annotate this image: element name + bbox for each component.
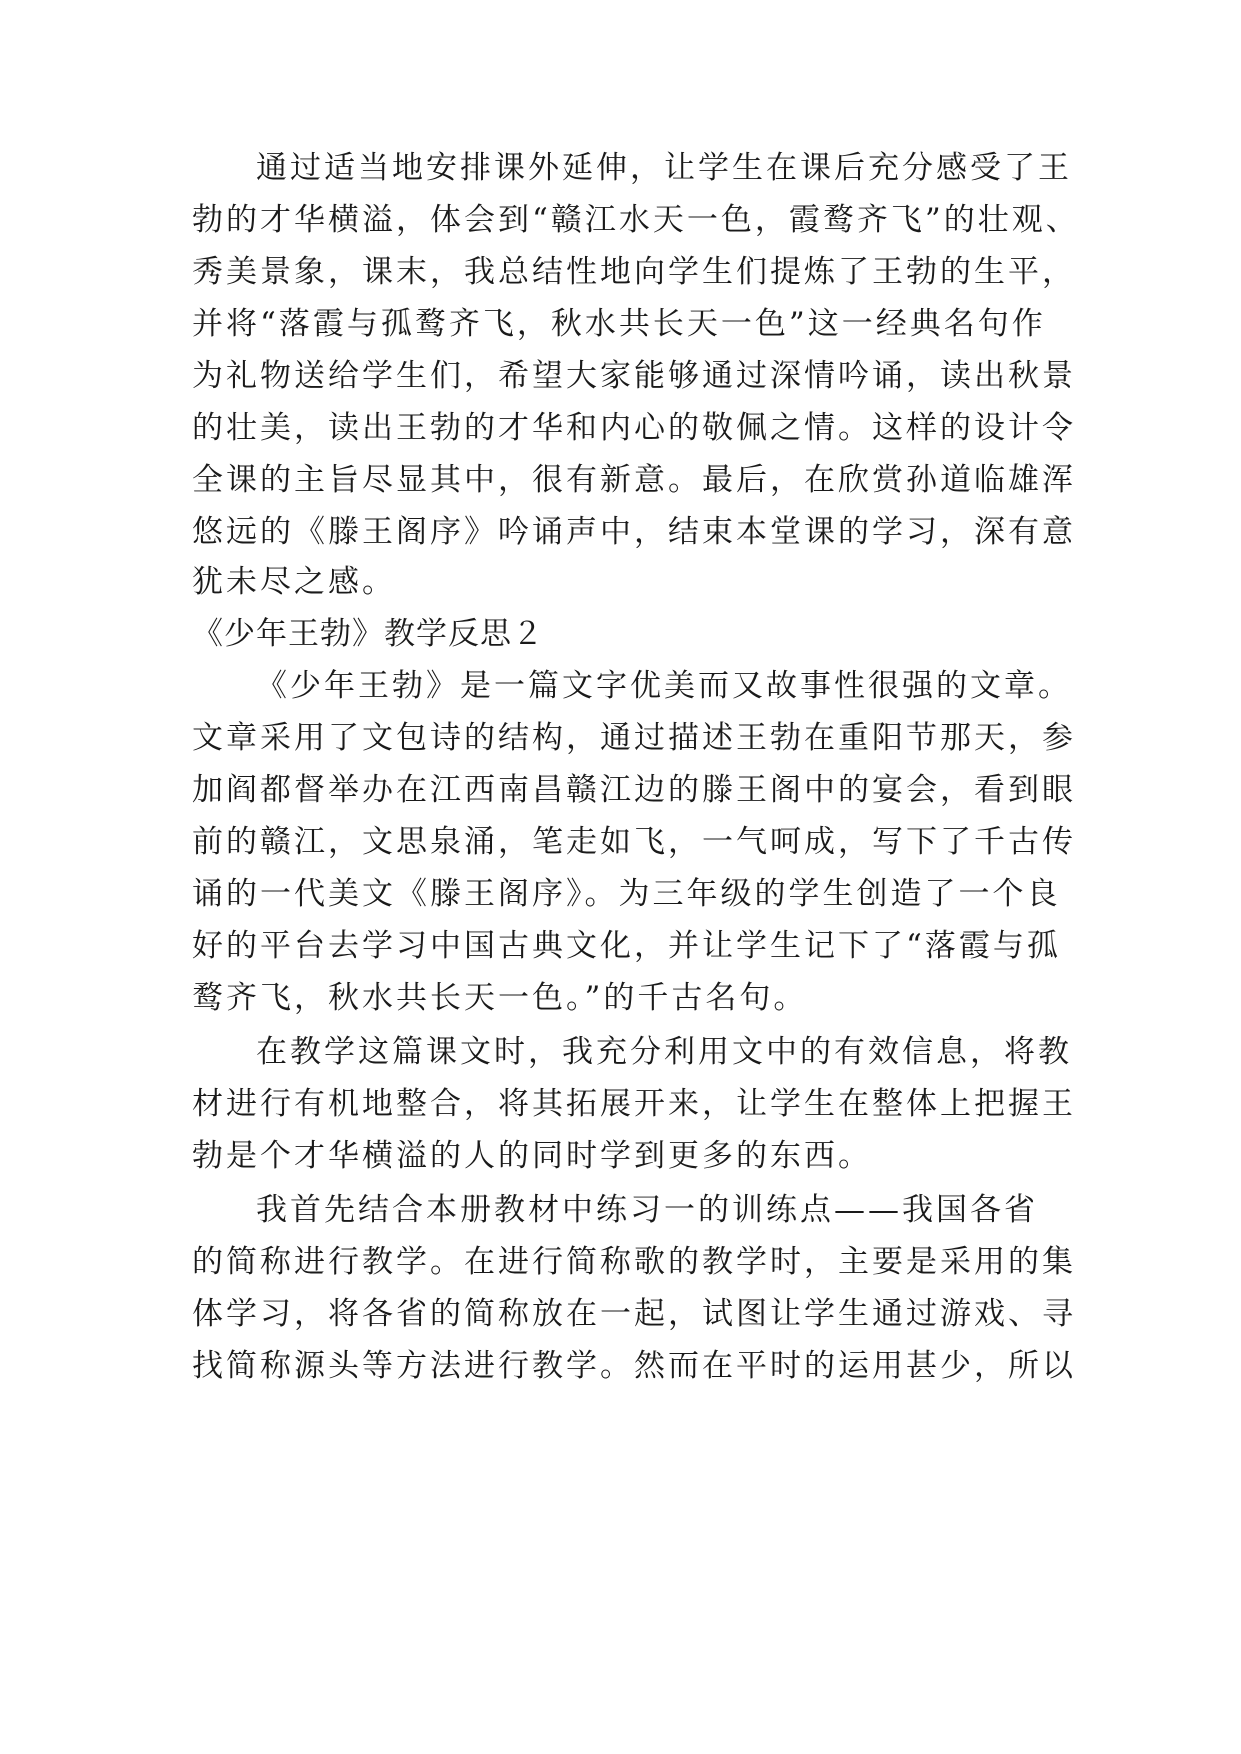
text-line: 悠远的《滕王阁序》吟诵声中，结束本堂课的学习，深有意 xyxy=(192,514,1076,550)
text-line: 的壮美，读出王勃的才华和内心的敬佩之情。这样的设计令 xyxy=(192,410,1076,446)
text-line: 前的赣江，文思泉涌，笔走如飞，一气呵成，写下了千古传 xyxy=(192,824,1076,860)
text-line: 找简称源头等方法进行教学。然而在平时的运用甚少，所以 xyxy=(192,1348,1076,1384)
text-line: 加阎都督举办在江西南昌赣江边的滕王阁中的宴会，看到眼 xyxy=(192,772,1076,808)
text-line: 勃的才华横溢，体会到“赣江水天一色，霞鹜齐飞”的壮观、 xyxy=(192,202,1080,238)
section-heading: 《少年王勃》教学反思２ xyxy=(192,616,544,652)
text-line: 鹜齐飞，秋水共长天一色。”的千古名句。 xyxy=(192,980,808,1016)
text-line: 秀美景象，课末，我总结性地向学生们提炼了王勃的生平， xyxy=(192,254,1076,290)
text-line: 勃是个才华横溢的人的同时学到更多的东西。 xyxy=(192,1138,872,1174)
text-line: 在教学这篇课文时，我充分利用文中的有效信息，将教 xyxy=(256,1034,1072,1070)
text-line: 犹未尽之感。 xyxy=(192,564,396,600)
text-line: 为礼物送给学生们，希望大家能够通过深情吟诵，读出秋景 xyxy=(192,358,1076,394)
text-line: 体学习，将各省的简称放在一起，试图让学生通过游戏、寻 xyxy=(192,1296,1076,1332)
text-line: 文章采用了文包诗的结构，通过描述王勃在重阳节那天，参 xyxy=(192,720,1076,756)
text-line: 并将“落霞与孤鹜齐飞，秋水共长天一色”这一经典名句作 xyxy=(192,306,1046,342)
text-line: 我首先结合本册教材中练习一的训练点——我国各省 xyxy=(256,1192,1038,1228)
text-line: 通过适当地安排课外延伸，让学生在课后充分感受了王 xyxy=(256,150,1072,186)
text-line: 的简称进行教学。在进行简称歌的教学时，主要是采用的集 xyxy=(192,1244,1076,1280)
text-line: 全课的主旨尽显其中，很有新意。最后，在欣赏孙道临雄浑 xyxy=(192,462,1076,498)
text-line: 诵的一代美文《滕王阁序》。为三年级的学生创造了一个良 xyxy=(192,876,1061,912)
text-line: 《少年王勃》是一篇文字优美而又故事性很强的文章。 xyxy=(256,668,1072,704)
text-line: 材进行有机地整合，将其拓展开来，让学生在整体上把握王 xyxy=(192,1086,1076,1122)
text-line: 好的平台去学习中国古典文化，并让学生记下了“落霞与孤 xyxy=(192,928,1061,964)
